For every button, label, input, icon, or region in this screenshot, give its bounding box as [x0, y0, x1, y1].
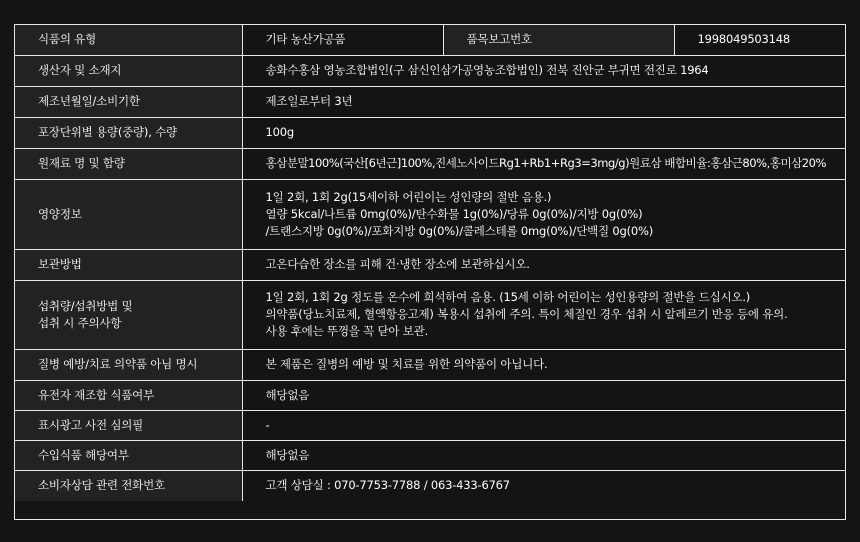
- manufacture-date-label: 제조년월일/소비기한: [15, 86, 242, 117]
- gmo-value: 해당없음: [242, 380, 846, 410]
- gmo-label: 유전자 재조합 식품여부: [15, 380, 242, 410]
- ad-review-value: -: [242, 410, 846, 440]
- ad-review-label: 표시광고 사전 심의필: [15, 410, 242, 440]
- nutrition-line: /트랜스지방 0g(0%)/포화지방 0g(0%)/콜레스테롤 0mg(0%)/단백질 0g(0%): [265, 223, 654, 238]
- row-intake: [15, 280, 846, 349]
- producer-label: 생산자 및 소재지: [15, 55, 242, 86]
- row-nutrition: [15, 179, 846, 249]
- manufacture-date-value: 제조일로부터 3년: [242, 86, 846, 117]
- intake-line: 사용 후에는 뚜껑을 꼭 닫아 보관.: [265, 324, 429, 338]
- intake-value: [242, 280, 846, 349]
- row-gmo: [15, 380, 846, 410]
- nutrition-value: [242, 179, 846, 249]
- intake-label-line: 섭취 시 주의사항: [38, 315, 122, 330]
- row-package: [15, 117, 846, 148]
- nutrition-line: 1일 2회, 1회 2g(15세이하 어린이는 성인량의 절반 음용.): [265, 189, 552, 204]
- row-not-medicine: [15, 349, 846, 380]
- report-number-value: 1998049503148: [674, 25, 846, 55]
- row-manufacture-date: [15, 86, 846, 117]
- product-info-table: [15, 25, 846, 501]
- nutrition-line: 열량 5kcal/나트륨 0mg(0%)/탄수화물 1g(0%)/당류 0g(0%)/지방 0g(0%): [265, 206, 643, 221]
- intake-line: 의약품(당뇨치료제, 혈액항응고제) 복용시 섭취에 주의. 특이 체질인 경우 섭취 시 알레르기 반응 등에 유의.: [265, 307, 788, 321]
- row-producer: [15, 55, 846, 86]
- not-medicine-value: 본 제품은 질병의 예방 및 치료를 위한 의약품이 아닙니다.: [242, 349, 846, 380]
- product-info-table-wrapper: [14, 24, 846, 520]
- row-storage: [15, 249, 846, 280]
- intake-label: [15, 280, 242, 349]
- report-number-label: 품목보고번호: [443, 25, 674, 55]
- food-type-value: 기타 농산가공품: [242, 25, 443, 55]
- row-imported: [15, 440, 846, 470]
- ingredients-label: 원재료 명 및 함량: [15, 148, 242, 179]
- consumer-contact-value: 고객 상담실 : 070-7753-7788 / 063-433-6767: [242, 470, 846, 501]
- package-value: 100g: [242, 117, 846, 148]
- row-ingredients: [15, 148, 846, 179]
- food-type-label: 식품의 유형: [15, 25, 242, 55]
- package-label: 포장단위별 용량(중량), 수량: [15, 117, 242, 148]
- intake-label-line: 섭취량/섭취방법 및: [38, 298, 133, 313]
- storage-label: 보관방법: [15, 249, 242, 280]
- producer-value: 송화수홍삼 영농조합법인(구 삼신인삼가공영농조합법인) 전북 진안군 부귀면 전진로 1964: [242, 55, 846, 86]
- imported-value: 해당없음: [242, 440, 846, 470]
- not-medicine-label: 질병 예방/치료 의약품 아님 명시: [15, 349, 242, 380]
- nutrition-label: 영양정보: [15, 179, 242, 249]
- ingredients-value: 홍삼분말100%(국산[6년근]100%,진세노사이드Rg1+Rb1+Rg3=3mg/g)원료삼 배합비율:홍삼근80%,홍미삼20%: [242, 148, 846, 179]
- storage-value: 고온다습한 장소를 피해 건·냉한 장소에 보관하십시오.: [242, 249, 846, 280]
- intake-line: 1일 2회, 1회 2g 정도를 온수에 희석하여 음용. (15세 이하 어린이는 성인용량의 절반을 드십시오.): [265, 290, 751, 304]
- consumer-contact-label: 소비자상담 관련 전화번호: [15, 470, 242, 501]
- row-food-type: [15, 25, 846, 55]
- imported-label: 수입식품 해당여부: [15, 440, 242, 470]
- row-consumer-contact: [15, 470, 846, 501]
- row-ad-review: [15, 410, 846, 440]
